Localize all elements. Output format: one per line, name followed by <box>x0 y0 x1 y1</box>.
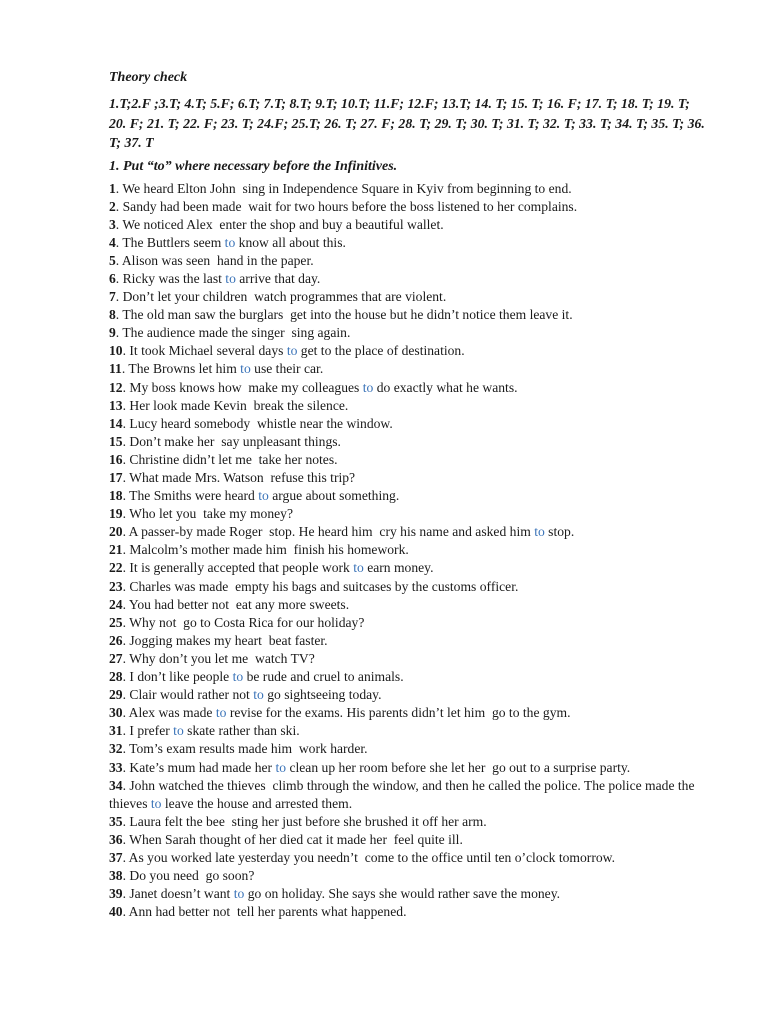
item-text: A passer-by made Roger stop. He heard him cry his name and asked him <box>128 524 535 540</box>
exercise-item: 39. Janet doesn’t want to go on holiday. She says she would rather save the money. <box>109 886 561 902</box>
item-text: Janet doesn’t want <box>129 886 234 902</box>
item-text: Tom’s exam results made him work harder. <box>129 741 368 757</box>
item-number: 36 <box>109 831 123 847</box>
inserted-to: to <box>275 759 287 775</box>
item-text: We heard Elton John sing in Independence Square in Kyiv from beginning to end. <box>122 180 572 196</box>
exercise-item: 16. Christine didn’t let me take her notes. <box>109 451 338 467</box>
exercise-item: 28. I don’t like people to be rude and cruel to animals. <box>109 669 404 685</box>
inserted-to: to <box>224 234 236 250</box>
item-text: John watched the thieves climb through the window, and then he called the police. The police made the thieves <box>109 777 698 811</box>
item-text: Jogging makes my heart beat faster. <box>129 632 328 648</box>
item-text: argue about something. <box>268 488 400 504</box>
inserted-to: to <box>534 524 545 540</box>
exercise-item: 13. Her look made Kevin break the silence. <box>109 397 349 413</box>
item-text: It is generally accepted that people work <box>129 560 354 576</box>
item-text: Sandy had been made wait for two hours before the boss listened to her complains. <box>122 198 578 214</box>
exercise-item: 2. Sandy had been made wait for two hours before the boss listened to her complains. <box>109 198 578 214</box>
item-number: 16 <box>109 451 123 467</box>
item-number: 34 <box>109 777 123 793</box>
exercise-item: 20. A passer-by made Roger stop. He heard him cry his name and asked him to stop. <box>109 524 575 540</box>
item-text: The old man saw the burglars get into the house but he didn’t notice them leave it. <box>122 307 573 323</box>
item-number: 5 <box>109 252 116 268</box>
inserted-to: to <box>225 270 236 286</box>
item-text: be rude and cruel to animals. <box>243 669 404 685</box>
item-text: arrive that day. <box>235 270 321 286</box>
item-number: 14 <box>109 415 123 431</box>
exercise-item: 15. Don’t make her say unpleasant things. <box>109 433 341 449</box>
item-number: 32 <box>109 741 123 757</box>
inserted-to: to <box>240 361 251 377</box>
item-text: earn money. <box>363 560 434 576</box>
item-number: 26 <box>109 632 123 648</box>
item-number: 37 <box>109 849 123 865</box>
item-text: As you worked late yesterday you needn’t come to the office until ten o’clock tomorrow. <box>128 849 615 865</box>
item-text: Do you need go soon? <box>129 868 255 884</box>
item-number: 24 <box>109 596 123 612</box>
exercise-item: 4. The Buttlers seem to know all about this. <box>109 234 346 250</box>
exercise-item: 35. Laura felt the bee sting her just before she brushed it off her arm. <box>109 813 487 829</box>
item-text: What made Mrs. Watson refuse this trip? <box>129 470 356 485</box>
inserted-to: to <box>173 723 184 739</box>
item-text: use their car. <box>250 361 324 377</box>
inserted-to: to <box>150 795 162 811</box>
exercise-item: 14. Lucy heard somebody whistle near the window. <box>109 415 393 431</box>
item-number: 33 <box>109 759 123 775</box>
item-text: It took Michael several days <box>129 343 287 359</box>
section-title: Theory check <box>109 70 188 85</box>
exercise-item: 40. Ann had better not tell her parents what happened. <box>109 904 407 920</box>
item-number: 27 <box>109 650 123 666</box>
exercise-item: 8. The old man saw the burglars get into the house but he didn’t notice them leave it. <box>109 307 573 323</box>
item-text: Why not go to Costa Rica for our holiday? <box>129 614 365 630</box>
exercise-item: 18. The Smiths were heard to argue about something. <box>109 488 400 504</box>
item-text: Kate’s mum had made her <box>129 759 276 775</box>
item-number: 21 <box>109 542 123 558</box>
item-text: Ann had better not tell her parents what happened. <box>128 904 407 920</box>
exercise-item: 33. Kate’s mum had made her to clean up her room before she let her go out to a surprise party. <box>109 759 631 775</box>
item-text: get to the place of destination. <box>297 343 465 359</box>
inserted-to: to <box>353 560 364 576</box>
item-text: The Smiths were heard <box>129 488 259 504</box>
exercise-item: 21. Malcolm’s mother made him finish his homework. <box>109 542 409 558</box>
item-text: I prefer <box>129 723 174 739</box>
inserted-to: to <box>362 379 374 395</box>
item-number: 4 <box>109 234 116 250</box>
item-number: 38 <box>109 868 123 884</box>
item-text: Who let you take my money? <box>129 506 293 522</box>
item-number: 31 <box>109 723 123 739</box>
item-number: 11 <box>109 361 122 377</box>
item-number: 22 <box>109 560 123 576</box>
item-number: 9 <box>109 325 116 341</box>
item-text: You had better not eat any more sweets. <box>128 596 350 612</box>
item-number: 13 <box>109 397 123 413</box>
exercise-item: 23. Charles was made empty his bags and suitcases by the customs officer. <box>109 578 519 594</box>
answer-key: 1.T;2.F ;3.T; 4.T; 5.F; 6.T; 7.T; 8.T; 9.T; 10.T; 11.F; 12.F; 13.T; 14. T; 15. T; 16. F; 17. T; 18. T; 19. T; 20. F; 21. T; 22. F; 23. T; 24.F; 25.T; 26. T; 27. F; 28. T; 29. T; 30. T; 31. T; 32. T; 33. T; 34. T; 35. T; 36. T; 37. T <box>109 96 705 150</box>
inserted-to: to <box>215 705 227 721</box>
item-text: We noticed Alex enter the shop and buy a beautiful wallet. <box>122 216 444 232</box>
item-number: 29 <box>109 687 123 703</box>
item-text: When Sarah thought of her died cat it made her feel quite ill. <box>129 831 463 847</box>
item-number: 3 <box>109 216 116 232</box>
item-text: Christine didn’t let me take her notes. <box>129 451 338 467</box>
item-text: The audience made the singer sing again. <box>122 325 351 341</box>
exercise-item: 17. What made Mrs. Watson refuse this trip? <box>109 470 356 485</box>
item-number: 6 <box>109 270 116 286</box>
item-text: revise for the exams. His parents didn’t let him go to the gym. <box>226 705 571 721</box>
exercise-item: 11. The Browns let him to use their car. <box>109 361 324 377</box>
item-number: 12 <box>109 379 123 395</box>
exercise-item: 5. Alison was seen hand in the paper. <box>109 252 314 268</box>
item-number: 20 <box>109 524 123 540</box>
item-text: Alison was seen hand in the paper. <box>121 252 314 268</box>
exercise-item: 7. Don’t let your children watch programmes that are violent. <box>109 289 447 305</box>
exercise-item: 9. The audience made the singer sing again. <box>109 325 351 341</box>
exercise-item: 19. Who let you take my money? <box>109 506 293 522</box>
document-content <box>109 64 709 921</box>
exercise-item: 22. It is generally accepted that people work to earn money. <box>109 560 434 576</box>
item-number: 7 <box>109 289 116 305</box>
item-number: 40 <box>109 904 123 920</box>
item-text: Ricky was the last <box>122 270 226 286</box>
item-number: 15 <box>109 433 123 449</box>
item-text: Why don’t you let me watch TV? <box>129 650 315 666</box>
item-text: clean up her room before she let her go out to a surprise party. <box>286 759 631 775</box>
inserted-to: to <box>253 687 264 703</box>
item-number: 18 <box>109 488 123 504</box>
item-text: know all about this. <box>235 234 346 250</box>
item-number: 8 <box>109 307 116 323</box>
exercise-item: 1. We heard Elton John sing in Independence Square in Kyiv from beginning to end. <box>109 180 572 196</box>
item-text: Malcolm’s mother made him finish his homework. <box>129 542 409 558</box>
item-number: 2 <box>109 198 116 214</box>
item-text: go on holiday. She says she would rather save the money. <box>244 886 561 902</box>
inserted-to: to <box>258 488 269 504</box>
item-number: 10 <box>109 343 123 359</box>
exercise-item: 6. Ricky was the last to arrive that day. <box>109 270 321 286</box>
exercise-item: 10. It took Michael several days to get to the place of destination. <box>109 343 465 359</box>
item-text: The Buttlers seem <box>122 234 225 250</box>
inserted-to: to <box>286 343 298 359</box>
item-text: Don’t let your children watch programmes that are violent. <box>122 289 447 305</box>
exercise-item: 31. I prefer to skate rather than ski. <box>109 723 300 739</box>
item-text: Charles was made empty his bags and suitcases by the customs officer. <box>129 578 519 594</box>
inserted-to: to <box>233 886 245 902</box>
item-number: 30 <box>109 705 123 721</box>
exercise-item: 3. We noticed Alex enter the shop and buy a beautiful wallet. <box>109 216 444 232</box>
item-text: Laura felt the bee sting her just before she brushed it off her arm. <box>129 813 487 829</box>
item-text: The Browns let him <box>128 361 241 377</box>
item-text: Alex was made <box>128 705 216 721</box>
item-number: 23 <box>109 578 123 594</box>
item-text: I don’t like people <box>129 669 233 685</box>
exercise-item: 36. When Sarah thought of her died cat it made her feel quite ill. <box>109 831 463 847</box>
item-text: Don’t make her say unpleasant things. <box>129 433 341 449</box>
exercise-item: 29. Clair would rather not to go sightseeing today. <box>109 687 382 703</box>
exercise-item: 25. Why not go to Costa Rica for our holiday? <box>109 614 365 630</box>
item-text: Lucy heard somebody whistle near the window. <box>129 415 393 431</box>
item-text: skate rather than ski. <box>183 723 300 739</box>
exercise-item: 26. Jogging makes my heart beat faster. <box>109 632 328 648</box>
exercise-item: 27. Why don’t you let me watch TV? <box>109 650 315 666</box>
item-text: My boss knows how make my colleagues <box>129 379 363 395</box>
task-heading: 1. Put “to” where necessary before the Infinitives. <box>109 158 398 174</box>
exercise-list <box>109 180 709 922</box>
exercise-item: 38. Do you need go soon? <box>109 868 255 884</box>
inserted-to: to <box>232 669 244 685</box>
item-text: go sightseeing today. <box>263 687 382 703</box>
exercise-item: 24. You had better not eat any more sweets. <box>109 596 350 612</box>
item-number: 35 <box>109 813 123 829</box>
item-number: 19 <box>109 506 123 522</box>
item-text: Her look made Kevin break the silence. <box>129 397 349 413</box>
item-number: 17 <box>109 470 123 485</box>
exercise-item: 30. Alex was made to revise for the exams. His parents didn’t let him go to the gym. <box>109 705 571 721</box>
exercise-item: 12. My boss knows how make my colleagues to do exactly what he wants. <box>109 379 518 395</box>
item-text: do exactly what he wants. <box>373 379 518 395</box>
item-number: 39 <box>109 886 123 902</box>
item-text: leave the house and arrested them. <box>161 795 353 811</box>
exercise-item: 34. John watched the thieves climb through the window, and then he called the police. The police made the thieves to leave the house and arrested them. <box>109 777 698 811</box>
item-text: stop. <box>544 524 575 540</box>
item-number: 25 <box>109 614 123 630</box>
item-text: Clair would rather not <box>129 687 254 703</box>
item-number: 1 <box>109 180 116 196</box>
exercise-item: 37. As you worked late yesterday you needn’t come to the office until ten o’clock tomorrow. <box>109 849 615 865</box>
item-number: 28 <box>109 669 123 685</box>
exercise-item: 32. Tom’s exam results made him work harder. <box>109 741 368 757</box>
